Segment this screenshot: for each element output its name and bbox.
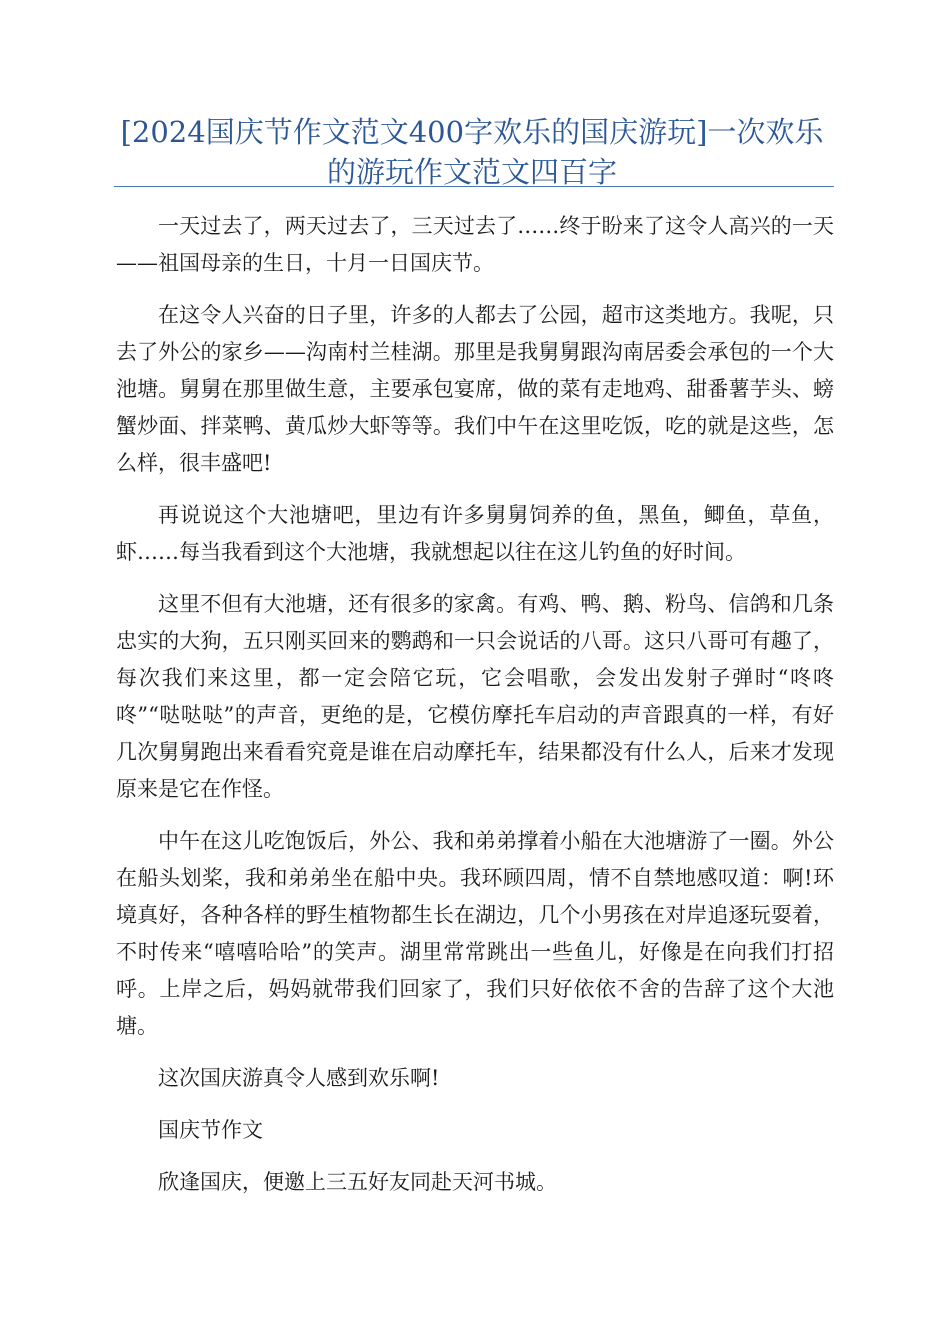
- paragraph-2: 在这令人兴奋的日子里，许多的人都去了公园，超市这类地方。我呢，只去了外公的家乡——沟南村兰桂湖。那里是我舅舅跟沟南居委会承包的一个大池塘。舅舅在那里做生意，主要承包宴席，做的菜有走地鸡、甜番薯芋头、螃蟹炒面、拌菜鸭、黄瓜炒大虾等等。我们中午在这里吃饭，吃的就是这些，怎么样，很丰盛吧!: [116, 303, 834, 475]
- paragraph-3: 再说说这个大池塘吧，里边有许多舅舅饲养的鱼，黑鱼，鲫鱼，草鱼，虾……每当我看到这个大池塘，我就想起以往在这儿钓鱼的好时间。: [116, 503, 834, 564]
- paragraph-8: 欣逢国庆，便邀上三五好友同赴天河书城。: [158, 1170, 557, 1194]
- paragraph-7: 国庆节作文: [158, 1118, 263, 1142]
- document-title: [2024国庆节作文范文400字欢乐的国庆游玩]一次欢乐的游玩作文范文四百字: [120, 115, 824, 189]
- paragraph-4: 这里不但有大池塘，还有很多的家禽。有鸡、鸭、鹅、粉鸟、信鸽和几条忠实的大狗，五只刚买回来的鹦鹉和一只会说话的八哥。这只八哥可有趣了，每次我们来这里，都一定会陪它玩，它会唱歌，会发出发射子弹时“咚咚咚”“哒哒哒”的声音，更绝的是，它模仿摩托车启动的声音跟真的一样，有好几次舅舅跑出来看看究竟是谁在启动摩托车，结果都没有什么人，后来才发现原来是它在作怪。: [116, 592, 834, 801]
- title-underline: [114, 186, 834, 187]
- paragraph-1: 一天过去了，两天过去了，三天过去了……终于盼来了这令人高兴的一天——祖国母亲的生日，十月一日国庆节。: [116, 214, 834, 275]
- paragraph-5: 中午在这儿吃饱饭后，外公、我和弟弟撑着小船在大池塘游了一圈。外公在船头划桨，我和弟弟坐在船中央。我环顾四周，情不自禁地感叹道：啊!环境真好，各种各样的野生植物都生长在湖边，几个小男孩在对岸追逐玩耍着，不时传来“嘻嘻哈哈”的笑声。湖里常常跳出一些鱼儿，好像是在向我们打招呼。上岸之后，妈妈就带我们回家了，我们只好依依不舍的告辞了这个大池塘。: [116, 829, 834, 1038]
- paragraph-6: 这次国庆游真令人感到欢乐啊!: [158, 1066, 440, 1090]
- document-body: [116, 208, 834, 1216]
